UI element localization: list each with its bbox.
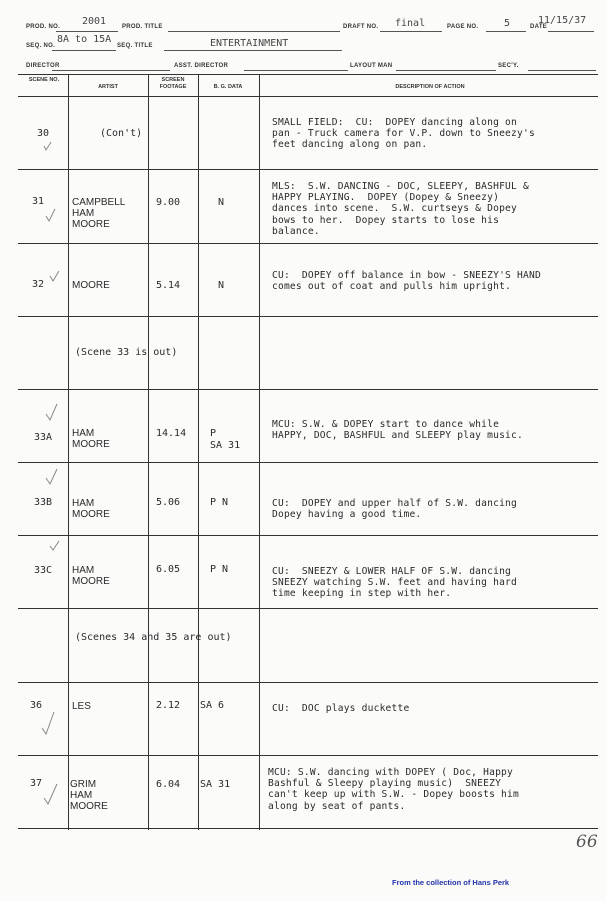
draft-no-label: DRAFT NO. <box>343 24 379 30</box>
page-number: 66 <box>576 832 598 852</box>
seq-no-value: 8A to 15A <box>57 34 112 45</box>
scene-number: 36 <box>30 700 43 711</box>
page-no-value: 5 <box>504 18 511 29</box>
prod-no-label: PROD. NO. <box>26 24 61 30</box>
artist-name: (Con't) <box>100 128 143 139</box>
asst-director-label: ASST. DIRECTOR <box>174 63 229 69</box>
col-bg-data: B. G. DATA <box>213 84 243 90</box>
scene-out-note: (Scenes 34 and 35 are out) <box>75 632 232 643</box>
scene-number: 32 <box>32 279 45 290</box>
seq-title-label: SEQ. TITLE <box>117 43 153 49</box>
artist-name: HAM MOORE <box>72 565 110 587</box>
action-description: MLS: S.W. DANCING - DOC, SLEEPY, BASHFUL & HAPPY PLAYING. DOPEY (Dopey & Sneezy) dances into scene. S.W. curtseys & Dopey bows to her. Dopey starts to lose his balance. <box>272 181 529 237</box>
col-artist: ARTIST <box>98 84 118 90</box>
action-description: CU: DOPEY off balance in bow - SNEEZY'S HAND comes out of coat and pulls him upright. <box>272 270 541 293</box>
scene-number: 37 <box>30 778 43 789</box>
check-mark-icon <box>42 712 54 734</box>
check-mark-icon <box>50 271 59 281</box>
action-description: CU: SNEEZY & LOWER HALF OF S.W. dancing SNEEZY watching S.W. feet and having hard time keeping in step with her. <box>272 566 518 600</box>
check-mark-icon <box>46 209 55 221</box>
col-screen-footage: SCREEN FOOTAGE <box>159 77 187 90</box>
check-mark-icon <box>44 784 57 804</box>
date-value: 11/15/37 <box>538 15 587 26</box>
screen-footage: 6.04 <box>156 779 181 790</box>
layout-man-label: LAYOUT MAN <box>350 63 393 69</box>
action-description: CU: DOPEY and upper half of S.W. dancing Dopey having a good time. <box>272 498 518 521</box>
artist-name: HAM MOORE <box>72 428 110 450</box>
col-description: DESCRIPTION OF ACTION <box>395 84 465 90</box>
check-mark-icon <box>50 541 59 550</box>
bg-data: P SA 31 <box>210 428 241 451</box>
action-description: MCU: S.W. & DOPEY start to dance while HAPPY, DOC, BASHFUL and SLEEPY play music. <box>272 419 523 442</box>
screen-footage: 5.14 <box>156 280 181 291</box>
check-mark-icon <box>44 142 51 150</box>
scene-number: 31 <box>32 196 45 207</box>
artist-name: MOORE <box>72 280 110 291</box>
scene-number: 33C <box>34 565 53 576</box>
page-no-label: PAGE NO. <box>447 24 479 30</box>
bg-data: N <box>218 280 225 291</box>
secy-label: SEC'Y. <box>498 63 519 69</box>
bg-data: SA 6 <box>200 700 225 711</box>
prod-no-value: 2001 <box>82 16 107 27</box>
seq-title-value: ENTERTAINMENT <box>210 38 289 49</box>
bg-data: SA 31 <box>200 779 231 790</box>
scene-number: 30 <box>37 128 50 139</box>
bg-data: N <box>218 197 225 208</box>
artist-name: GRIM HAM MOORE <box>70 779 108 812</box>
scene-out-note: (Scene 33 is out) <box>75 347 178 358</box>
action-description: MCU: S.W. dancing with DOPEY ( Doc, Happy Bashful & Sleepy playing music) SNEEZY can't keep up with S.W. - Dopey boosts him along by seat of pants. <box>268 767 519 812</box>
action-description: SMALL FIELD: CU: DOPEY dancing along on pan - Truck camera for V.P. down to Sneezy's feet dancing along on pan. <box>272 117 535 151</box>
director-label: DIRECTOR <box>26 63 60 69</box>
check-mark-icon <box>46 469 57 484</box>
col-scene-no: SCENE NO. <box>28 77 60 83</box>
screen-footage: 5.06 <box>156 497 181 508</box>
seq-no-label: SEQ. NO. <box>26 43 56 49</box>
collection-credit: From the collection of Hans Perk <box>392 878 510 887</box>
bg-data: P N <box>210 564 229 575</box>
artist-name: LES <box>72 701 91 712</box>
draft-no-value: final <box>395 18 426 29</box>
artist-name: HAM MOORE <box>72 498 110 520</box>
action-description: CU: DOC plays duckette <box>272 703 410 714</box>
date-label: DATE <box>530 24 548 30</box>
artist-name: CAMPBELL HAM MOORE <box>72 197 126 230</box>
screen-footage: 2.12 <box>156 700 181 711</box>
scene-number: 33A <box>34 432 53 443</box>
bg-data: P N <box>210 497 229 508</box>
screen-footage: 9.00 <box>156 197 181 208</box>
scene-number: 33B <box>34 497 53 508</box>
screen-footage: 6.05 <box>156 564 181 575</box>
check-mark-icon <box>46 404 57 420</box>
prod-title-label: PROD. TITLE <box>122 24 163 30</box>
screen-footage: 14.14 <box>156 428 187 439</box>
